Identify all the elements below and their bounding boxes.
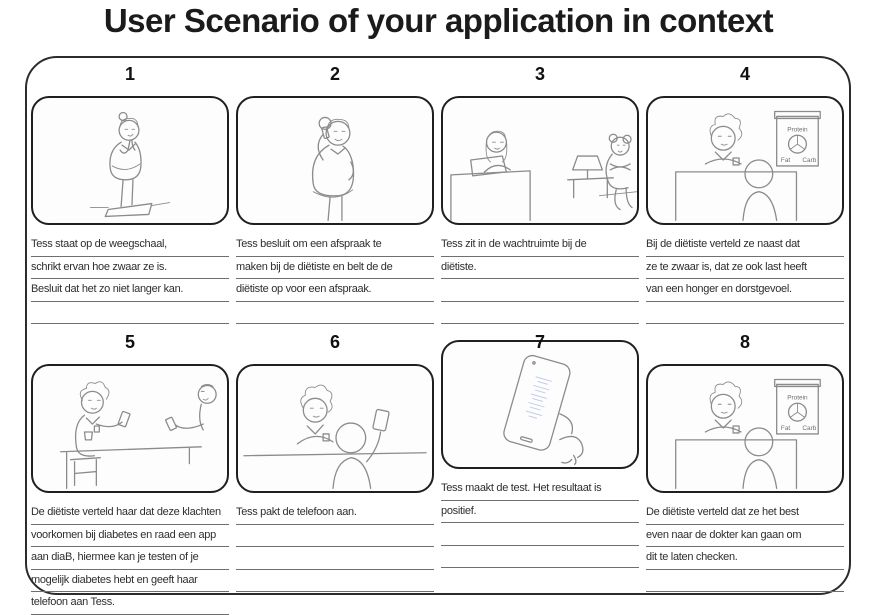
caption-line: Tess staat op de weegschaal,: [31, 234, 229, 257]
sketch-box: [646, 96, 844, 225]
poster-label-protein: Protein: [787, 394, 808, 402]
caption-line: van een honger en dorstgevoel.: [646, 279, 844, 302]
caption-line: positief.: [441, 501, 639, 524]
sketch-box: [441, 96, 639, 225]
caption-line: Tess zit in de wachtruimte bij de: [441, 234, 639, 257]
sketch-woman-on-scale: [33, 98, 227, 223]
sketch-patient-takes-phone: [238, 366, 432, 491]
sketch-box: [236, 364, 434, 493]
poster-label-carb: Carb: [802, 156, 817, 164]
panel-2: [233, 64, 437, 324]
caption-line: [236, 547, 434, 570]
caption-lines: [646, 234, 844, 324]
caption-line: schrikt ervan hoe zwaar ze is.: [31, 257, 229, 280]
caption-lines: [441, 234, 639, 324]
poster-label-carb: Carb: [802, 424, 817, 432]
panel-7: [438, 332, 642, 568]
caption-line: [236, 525, 434, 548]
caption-line: maken bij de diëtiste en belt de de: [236, 257, 434, 280]
caption-line: [646, 570, 844, 593]
caption-line: De diëtiste verteld dat ze het best: [646, 502, 844, 525]
caption-line: [236, 570, 434, 593]
panel-number: 3: [534, 64, 545, 84]
sketch-dietitian-advice: [648, 366, 842, 491]
caption-lines: [31, 234, 229, 324]
page-title: User Scenario of your application in context: [103, 2, 774, 39]
panel-1: [28, 64, 232, 324]
caption-line: [236, 302, 434, 325]
caption-lines: [31, 502, 229, 615]
caption-line: [441, 302, 639, 325]
caption-line: Tess besluit om een afspraak te: [236, 234, 434, 257]
caption-line: dit te laten checken.: [646, 547, 844, 570]
sketch-box: [236, 96, 434, 225]
panel-number: 8: [739, 332, 750, 352]
panel-number: 7: [534, 332, 545, 352]
sketch-dietitian-gives-phone: [33, 366, 227, 491]
panel-number: 4: [739, 64, 750, 84]
caption-line: diëtiste op voor een afspraak.: [236, 279, 434, 302]
caption-line: aan diaB, hiermee kan je testen of je: [31, 547, 229, 570]
panel-number: 5: [124, 332, 135, 352]
caption-line: diëtiste.: [441, 257, 639, 280]
caption-line: voorkomen bij diabetes en raad een app: [31, 525, 229, 548]
caption-line: Tess pakt de telefoon aan.: [236, 502, 434, 525]
sketch-box: [646, 364, 844, 493]
sketch-box: [31, 96, 229, 225]
caption-line: De diëtiste verteld haar dat deze klachten: [31, 502, 229, 525]
sketch-dietitian-consult: [648, 98, 842, 223]
panel-3: [438, 64, 642, 324]
poster-label-protein: Protein: [787, 126, 808, 134]
sketch-box: [31, 364, 229, 493]
caption-lines: [236, 234, 434, 324]
caption-line: even naar de dokter kan gaan om: [646, 525, 844, 548]
caption-line: [31, 302, 229, 325]
panel-number: 6: [329, 332, 340, 352]
caption-line: Besluit dat het zo niet langer kan.: [31, 279, 229, 302]
sketch-waiting-room: [443, 98, 637, 223]
caption-lines: [441, 478, 639, 568]
caption-line: [441, 546, 639, 569]
caption-lines: [236, 502, 434, 592]
caption-line: [441, 523, 639, 546]
poster-label-fat: Fat: [780, 156, 791, 164]
poster-label-fat: Fat: [780, 424, 791, 432]
caption-line: Bij de diëtiste verteld ze naast dat: [646, 234, 844, 257]
caption-line: Tess maakt de test. Het resultaat is: [441, 478, 639, 501]
panel-number: 1: [124, 64, 135, 84]
caption-line: telefoon aan Tess.: [31, 592, 229, 615]
caption-line: [646, 302, 844, 325]
panel-6: [233, 332, 437, 592]
panel-4: [643, 64, 847, 324]
sketch-phone-test: [443, 342, 637, 467]
sketch-woman-calling: [238, 98, 432, 223]
panel-8: [643, 332, 847, 592]
caption-line: [441, 279, 639, 302]
caption-line: mogelijk diabetes hebt en geeft haar: [31, 570, 229, 593]
panel-5: [28, 332, 232, 615]
panel-number: 2: [329, 64, 340, 84]
caption-lines: [646, 502, 844, 592]
caption-line: ze te zwaar is, dat ze ook last heeft: [646, 257, 844, 280]
